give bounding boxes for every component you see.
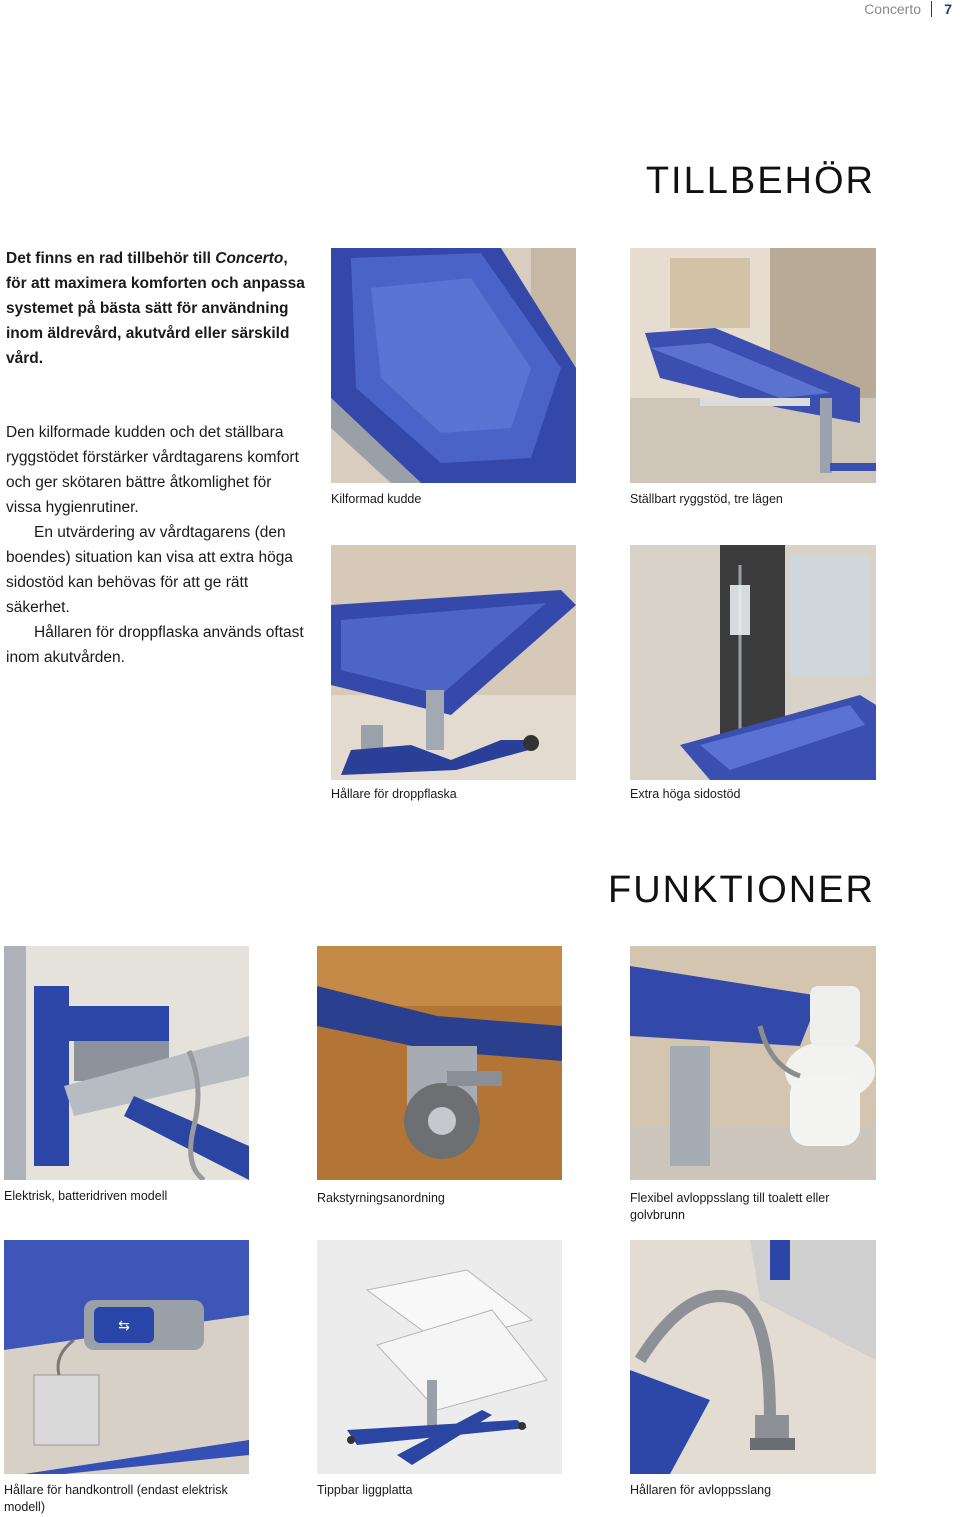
photo-electric-model — [4, 946, 249, 1180]
intro-product-name: Concerto — [215, 250, 284, 267]
paragraph-iv-holder: Hållaren för droppflaska används oftast inom akutvården. — [6, 624, 304, 666]
caption-straight-steering: Rakstyrningsanordning — [317, 1191, 445, 1205]
intro-text-end: , för att maximera komforten och anpassa systemet på bästa sätt för användning inom äldrevård, akutvård eller särskild vård. — [6, 250, 305, 367]
caption-drain-hose-toilet: Flexibel avloppsslang till toalett eller golvbrunn — [630, 1191, 830, 1222]
intro-text-start: Det finns en rad tillbehör till — [6, 250, 216, 267]
photo-wedge-cushion — [331, 248, 576, 483]
caption-wedge-cushion: Kilformad kudde — [331, 492, 422, 506]
caption-adjustable-backrest: Ställbart ryggstöd, tre lägen — [630, 492, 783, 506]
header-separator — [931, 1, 932, 17]
caption-tiltable-platform: Tippbar liggplatta — [317, 1483, 413, 1497]
photo-drain-hose-toilet — [630, 946, 876, 1180]
header-brand: Concerto — [864, 1, 921, 17]
page-number: 7 — [944, 1, 952, 17]
photo-tiltable-platform — [317, 1240, 562, 1474]
caption-hose-holder: Hållaren för avloppsslang — [630, 1483, 772, 1497]
body-text — [6, 420, 306, 670]
intro-paragraph — [6, 246, 306, 371]
photo-hose-holder — [630, 1240, 876, 1474]
caption-extra-side-supports: Extra höga sidostöd — [630, 787, 741, 801]
photo-extra-side-supports — [630, 545, 876, 780]
photo-iv-holder — [331, 545, 576, 780]
photo-adjustable-backrest — [630, 248, 876, 483]
paragraph-side-supports: En utvärdering av vårdtagarens (den boendes) situation kan visa att extra höga sidostöd kan behövas för att ge rätt säkerhet. — [6, 524, 293, 616]
photo-hand-control-holder — [4, 1240, 249, 1474]
section-title-accessories: TILLBEHÖR — [645, 160, 875, 202]
caption-electric-model: Elektrisk, batteridriven modell — [4, 1189, 168, 1203]
arrow-left-right-icon: ⇆ — [118, 1318, 130, 1334]
paragraph-comfort: Den kilformade kudden och det ställbara ryggstödet förstärker vårdtagarens komfort och ger skötaren bättre åtkomlighet för vissa hygienrutiner. — [6, 424, 299, 516]
photo-straight-steering — [317, 946, 562, 1180]
caption-iv-holder: Hållare för droppflaska — [331, 787, 457, 801]
section-title-functions: FUNKTIONER — [608, 869, 875, 911]
caption-hand-control-holder: Hållare för handkontroll (endast elektrisk modell) — [4, 1483, 228, 1514]
